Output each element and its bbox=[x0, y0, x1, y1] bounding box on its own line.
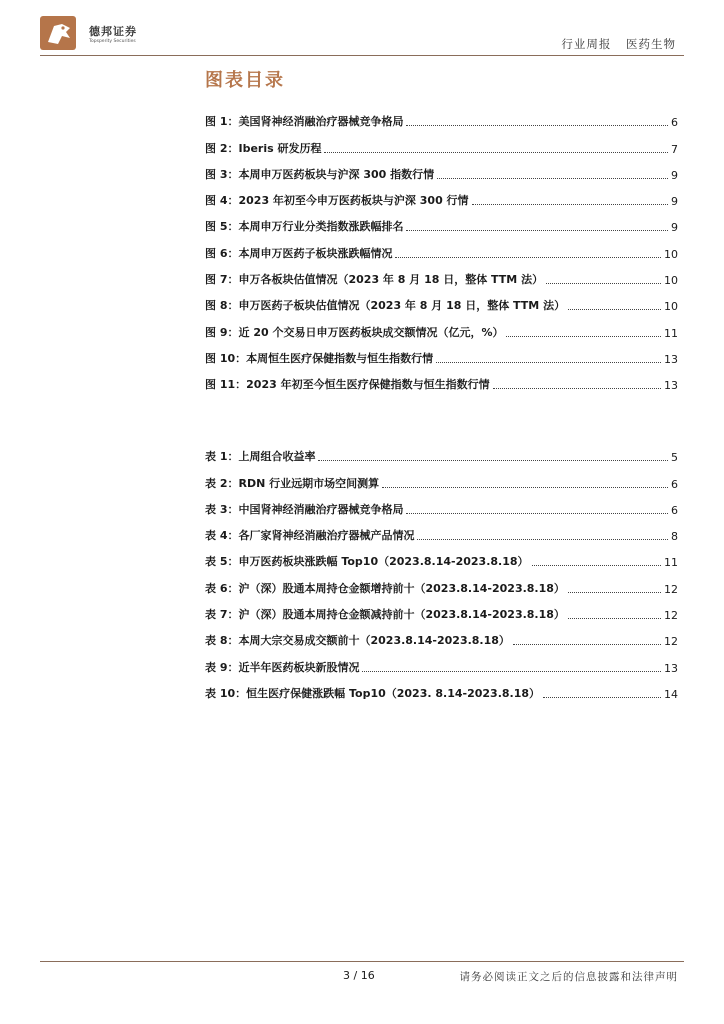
dot-leader bbox=[568, 309, 661, 310]
table-entry-label: 表 1： bbox=[205, 450, 239, 464]
table-entry[interactable] bbox=[205, 517, 678, 543]
table-entry-title: 沪（深）股通本周持仓金额减持前十（2023.8.14-2023.8.18） bbox=[238, 608, 565, 622]
table-entry-page-number: 11 bbox=[664, 556, 678, 570]
table-entry[interactable] bbox=[205, 543, 678, 569]
figure-entry[interactable] bbox=[205, 234, 678, 260]
figure-entry-title: 2023 年初至今恒生医疗保健指数与恒生指数行情 bbox=[246, 378, 490, 392]
figure-entry-label: 图 1： bbox=[205, 115, 239, 129]
toc-title: 图表目录 bbox=[205, 70, 285, 91]
figure-entry[interactable] bbox=[205, 208, 678, 234]
dot-leader bbox=[543, 697, 661, 698]
figure-entry-title: 本周申万行业分类指数涨跌幅排名 bbox=[238, 220, 404, 234]
table-entry-label: 表 4： bbox=[205, 529, 239, 543]
table-entry[interactable] bbox=[205, 464, 678, 490]
dot-leader bbox=[406, 125, 668, 126]
figure-entry-page-number: 11 bbox=[664, 326, 678, 340]
table-entry-page-number: 12 bbox=[664, 609, 678, 623]
figure-entry[interactable] bbox=[205, 261, 678, 287]
header-divider bbox=[40, 55, 684, 56]
table-entry-label: 表 7： bbox=[205, 608, 239, 622]
table-entry-label: 表 8： bbox=[205, 634, 239, 648]
figure-entry-page-number: 9 bbox=[671, 195, 678, 209]
dot-leader bbox=[406, 230, 668, 231]
dot-leader bbox=[417, 539, 668, 540]
table-entry[interactable] bbox=[205, 491, 678, 517]
report-category: 行业周报 bbox=[561, 37, 612, 51]
dot-leader bbox=[382, 487, 668, 488]
table-entry-title: RDN 行业远期市场空间测算 bbox=[238, 476, 380, 490]
dot-leader bbox=[568, 618, 661, 619]
table-entry-title: 沪（深）股通本周持仓金额增持前十（2023.8.14-2023.8.18） bbox=[238, 581, 565, 595]
figure-entry-page-number: 10 bbox=[664, 247, 678, 261]
table-entry-label: 表 5： bbox=[205, 555, 239, 569]
figure-entry-page-number: 7 bbox=[671, 142, 678, 156]
table-entry-title: 中国肾神经消融治疗器械竞争格局 bbox=[238, 502, 404, 516]
table-list bbox=[205, 438, 678, 701]
table-entry[interactable] bbox=[205, 675, 678, 701]
figure-entry-title: 近 20 个交易日申万医药板块成交额情况（亿元，%） bbox=[238, 325, 504, 339]
figure-entry-page-number: 10 bbox=[664, 300, 678, 314]
dot-leader bbox=[506, 336, 661, 337]
table-entry-page-number: 13 bbox=[664, 661, 678, 675]
table-entry-title: 近半年医药板块新股情况 bbox=[238, 660, 360, 674]
logo-text-en: Topsperity Securities bbox=[89, 39, 136, 44]
dot-leader bbox=[493, 388, 661, 389]
figure-entry-page-number: 13 bbox=[664, 379, 678, 393]
disclaimer-note: 请务必阅读正文之后的信息披露和法律声明 bbox=[459, 971, 678, 983]
report-sector: 医药生物 bbox=[626, 37, 676, 51]
table-entry-page-number: 8 bbox=[671, 530, 678, 544]
dot-leader bbox=[362, 671, 661, 672]
figure-entry-label: 图 11： bbox=[205, 378, 247, 392]
figure-entry-title: Iberis 研发历程 bbox=[238, 141, 322, 155]
table-entry-label: 表 3： bbox=[205, 502, 239, 516]
table-entry[interactable] bbox=[205, 438, 678, 464]
figure-entry-page-number: 9 bbox=[671, 221, 678, 235]
dot-leader bbox=[395, 257, 661, 258]
report-header-tags bbox=[561, 36, 676, 52]
figure-entry[interactable] bbox=[205, 156, 678, 182]
logo-text-cn: 德邦证券 bbox=[89, 25, 137, 38]
figure-entry-page-number: 6 bbox=[671, 116, 678, 130]
dot-leader bbox=[406, 513, 668, 514]
figure-entry-label: 图 8： bbox=[205, 299, 239, 313]
figure-entry-title: 2023 年初至今申万医药板块与沪深 300 行情 bbox=[238, 194, 469, 208]
figure-entry-page-number: 10 bbox=[664, 274, 678, 288]
table-entry-page-number: 6 bbox=[671, 503, 678, 517]
figure-entry-title: 本周申万医药板块与沪深 300 指数行情 bbox=[238, 167, 435, 181]
table-entry-page-number: 5 bbox=[671, 451, 678, 465]
figure-entry[interactable] bbox=[205, 313, 678, 339]
table-entry[interactable] bbox=[205, 596, 678, 622]
table-entry-title: 申万医药板块涨跌幅 Top10（2023.8.14-2023.8.18） bbox=[238, 555, 529, 569]
figure-entry-title: 申万医药子板块估值情况（2023 年 8 月 18 日，整体 TTM 法） bbox=[238, 299, 566, 313]
figure-entry-label: 图 3： bbox=[205, 167, 239, 181]
figure-entry-label: 图 10： bbox=[205, 351, 247, 365]
table-entry-title: 本周大宗交易成交额前十（2023.8.14-2023.8.18） bbox=[238, 634, 510, 648]
figure-entry[interactable] bbox=[205, 129, 678, 155]
figure-entry[interactable] bbox=[205, 340, 678, 366]
dot-leader bbox=[546, 283, 661, 284]
table-entry[interactable] bbox=[205, 648, 678, 674]
figure-entry-title: 申万各板块估值情况（2023 年 8 月 18 日，整体 TTM 法） bbox=[238, 273, 544, 287]
figure-entry[interactable] bbox=[205, 366, 678, 392]
table-entry-page-number: 12 bbox=[664, 635, 678, 649]
figure-entry-label: 图 9： bbox=[205, 325, 239, 339]
table-entry-label: 表 2： bbox=[205, 476, 239, 490]
page-number: 3 / 16 bbox=[343, 969, 375, 982]
figure-entry[interactable] bbox=[205, 287, 678, 313]
company-logo-icon bbox=[40, 14, 80, 52]
dot-leader bbox=[437, 178, 668, 179]
table-entry-label: 表 9： bbox=[205, 660, 239, 674]
dot-leader bbox=[568, 592, 661, 593]
table-entry-page-number: 12 bbox=[664, 582, 678, 596]
figure-list bbox=[205, 103, 678, 392]
dot-leader bbox=[532, 565, 661, 566]
company-logo bbox=[40, 14, 160, 54]
figure-entry-label: 图 7： bbox=[205, 273, 239, 287]
figure-entry-title: 美国肾神经消融治疗器械竞争格局 bbox=[238, 115, 404, 129]
table-entry-label: 表 6： bbox=[205, 581, 239, 595]
dot-leader bbox=[472, 204, 668, 205]
table-entry-label: 表 10： bbox=[205, 686, 247, 700]
table-entry-page-number: 14 bbox=[664, 687, 678, 701]
table-entry-title: 上周组合收益率 bbox=[238, 450, 316, 464]
dot-leader bbox=[324, 152, 668, 153]
dot-leader bbox=[513, 644, 661, 645]
figure-entry-label: 图 2： bbox=[205, 141, 239, 155]
table-entry[interactable] bbox=[205, 569, 678, 595]
table-entry-title: 各厂家肾神经消融治疗器械产品情况 bbox=[238, 529, 415, 543]
figure-entry[interactable] bbox=[205, 103, 678, 129]
table-entry[interactable] bbox=[205, 622, 678, 648]
table-entry-page-number: 6 bbox=[671, 477, 678, 491]
figure-entry-label: 图 5： bbox=[205, 220, 239, 234]
dot-leader bbox=[436, 362, 661, 363]
figure-entry-page-number: 9 bbox=[671, 168, 678, 182]
figure-entry-page-number: 13 bbox=[664, 352, 678, 366]
figure-entry-label: 图 4： bbox=[205, 194, 239, 208]
figure-entry-title: 本周恒生医疗保健指数与恒生指数行情 bbox=[246, 351, 434, 365]
footer-divider bbox=[40, 961, 684, 962]
figure-entry-title: 本周申万医药子板块涨跌幅情况 bbox=[238, 246, 393, 260]
figure-entry[interactable] bbox=[205, 182, 678, 208]
dot-leader bbox=[318, 460, 668, 461]
table-entry-title: 恒生医疗保健涨跌幅 Top10（2023. 8.14-2023.8.18） bbox=[246, 686, 541, 700]
figure-entry-label: 图 6： bbox=[205, 246, 239, 260]
